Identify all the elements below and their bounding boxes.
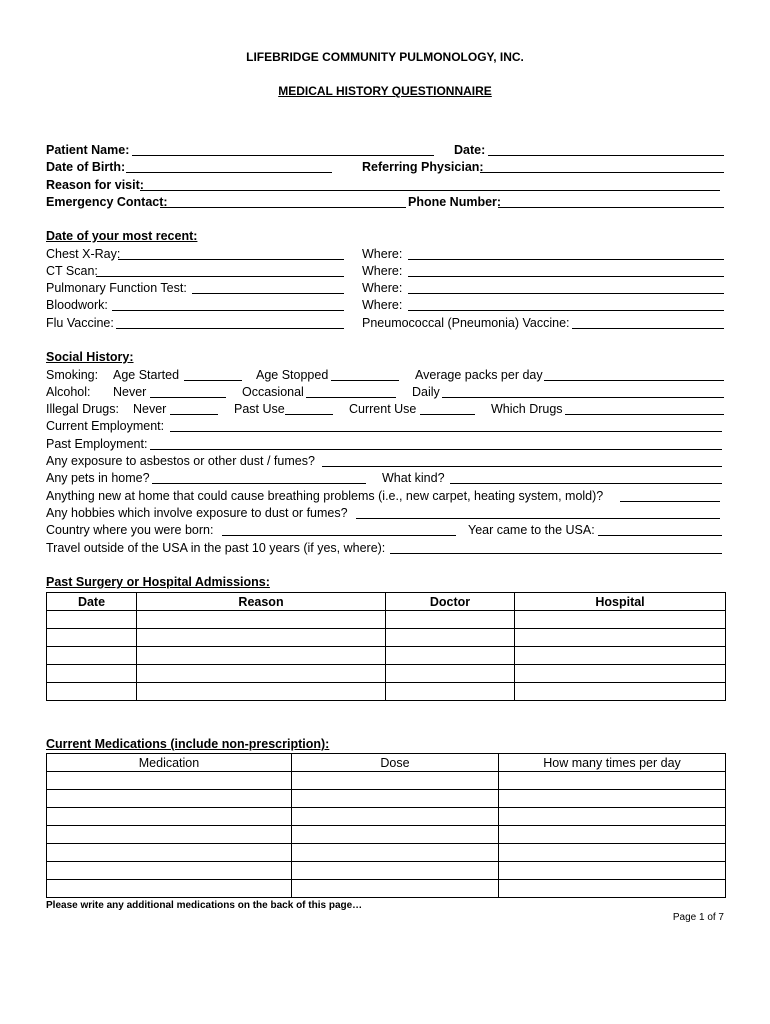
surgery-table-cell[interactable] bbox=[137, 611, 386, 629]
medications-table-row bbox=[47, 826, 726, 844]
surgery-col-hospital: Hospital bbox=[515, 593, 726, 611]
alcohol-never-field[interactable] bbox=[150, 384, 226, 398]
alcohol-daily-label: Daily bbox=[412, 385, 440, 399]
surgery-table-cell[interactable] bbox=[515, 647, 726, 665]
surgery-table-row bbox=[47, 665, 726, 683]
date-field[interactable] bbox=[488, 142, 724, 156]
bloodwork-field[interactable] bbox=[112, 297, 344, 311]
bloodwork-label: Bloodwork: bbox=[46, 298, 108, 312]
surgery-table-cell[interactable] bbox=[386, 665, 515, 683]
medications-table-cell[interactable] bbox=[292, 862, 499, 880]
dob-label: Date of Birth: bbox=[46, 160, 126, 174]
patient-name-label: Patient Name: bbox=[46, 143, 130, 157]
travel-field[interactable] bbox=[390, 540, 722, 554]
date-label: Date: bbox=[454, 143, 486, 157]
emergency-contact-label: Emergency Contact: bbox=[46, 195, 168, 209]
year-usa-label: Year came to the USA: bbox=[468, 523, 595, 537]
reason-label: Reason for visit: bbox=[46, 178, 144, 192]
medications-table-row bbox=[47, 880, 726, 898]
current-employment-field[interactable] bbox=[170, 418, 722, 432]
surgery-table-cell[interactable] bbox=[386, 683, 515, 701]
form-title: MEDICAL HISTORY QUESTIONNAIRE bbox=[278, 84, 492, 98]
surgery-table-cell[interactable] bbox=[386, 629, 515, 647]
drugs-current-use-field[interactable] bbox=[420, 401, 475, 415]
medications-col-frequency: How many times per day bbox=[499, 754, 726, 772]
pneumococcal-field[interactable] bbox=[572, 315, 724, 329]
social-heading: Social History: bbox=[46, 350, 134, 364]
surgery-table-row bbox=[47, 629, 726, 647]
year-usa-field[interactable] bbox=[598, 522, 722, 536]
medications-table-cell[interactable] bbox=[499, 790, 726, 808]
medications-heading: Current Medications (include non-prescription): bbox=[46, 737, 330, 751]
pets-field[interactable] bbox=[152, 470, 366, 484]
asbestos-field[interactable] bbox=[322, 453, 722, 467]
packs-label: Average packs per day bbox=[415, 368, 543, 382]
medications-table-row bbox=[47, 808, 726, 826]
medications-table-cell[interactable] bbox=[499, 826, 726, 844]
phone-label: Phone Number: bbox=[408, 195, 502, 209]
alcohol-daily-field[interactable] bbox=[442, 384, 724, 398]
chest-xray-where-label: Where: bbox=[362, 247, 403, 261]
medications-col-medication: Medication bbox=[47, 754, 292, 772]
medications-table-cell[interactable] bbox=[47, 808, 292, 826]
surgery-table-cell[interactable] bbox=[137, 683, 386, 701]
flu-vaccine-field[interactable] bbox=[116, 315, 344, 329]
which-drugs-field[interactable] bbox=[565, 401, 724, 415]
past-employment-field[interactable] bbox=[150, 436, 722, 450]
hobbies-field[interactable] bbox=[356, 505, 720, 519]
medications-table-row bbox=[47, 862, 726, 880]
medications-table-cell[interactable] bbox=[292, 880, 499, 898]
medications-table-row bbox=[47, 790, 726, 808]
medications-table-cell[interactable] bbox=[292, 790, 499, 808]
drugs-never-label: Never bbox=[133, 402, 167, 416]
drugs-current-use-label: Current Use bbox=[349, 402, 417, 416]
medications-table-cell[interactable] bbox=[292, 826, 499, 844]
medications-table-cell[interactable] bbox=[47, 790, 292, 808]
drugs-past-use-field[interactable] bbox=[285, 401, 333, 415]
ct-scan-where-label: Where: bbox=[362, 264, 403, 278]
pft-where-field[interactable] bbox=[408, 280, 724, 294]
ct-scan-field[interactable] bbox=[96, 263, 344, 277]
alcohol-occasional-field[interactable] bbox=[306, 384, 396, 398]
medications-col-dose: Dose bbox=[292, 754, 499, 772]
chest-xray-label: Chest X-Ray: bbox=[46, 247, 121, 261]
medications-table-row bbox=[47, 772, 726, 790]
medications-table-cell[interactable] bbox=[292, 772, 499, 790]
surgery-table-cell[interactable] bbox=[47, 683, 137, 701]
surgery-col-reason: Reason bbox=[137, 593, 386, 611]
surgery-table-cell[interactable] bbox=[47, 665, 137, 683]
country-label: Country where you were born: bbox=[46, 523, 214, 537]
age-started-field[interactable] bbox=[184, 367, 242, 381]
medications-table-cell[interactable] bbox=[292, 844, 499, 862]
medications-table-cell[interactable] bbox=[47, 844, 292, 862]
home-new-label: Anything new at home that could cause breathing problems (i.e., new carpet, heating system, mold)? bbox=[46, 489, 604, 503]
surgery-col-date: Date bbox=[47, 593, 137, 611]
medications-table-cell[interactable] bbox=[47, 772, 292, 790]
pft-label: Pulmonary Function Test: bbox=[46, 281, 187, 295]
age-started-label: Age Started bbox=[113, 368, 180, 382]
surgery-table-cell[interactable] bbox=[47, 647, 137, 665]
referring-physician-field[interactable] bbox=[480, 159, 724, 173]
surgery-table-cell[interactable] bbox=[137, 647, 386, 665]
drugs-past-use-label: Past Use bbox=[234, 402, 285, 416]
medications-table-cell[interactable] bbox=[499, 862, 726, 880]
chest-xray-where-field[interactable] bbox=[408, 246, 724, 260]
alcohol-occasional-label: Occasional bbox=[242, 385, 304, 399]
flu-vaccine-label: Flu Vaccine: bbox=[46, 316, 114, 330]
dob-field[interactable] bbox=[126, 159, 332, 173]
medications-table-row bbox=[47, 844, 726, 862]
additional-medications-note: Please write any additional medications on the back of this page… bbox=[46, 900, 363, 911]
past-employment-label: Past Employment: bbox=[46, 437, 148, 451]
phone-field[interactable] bbox=[498, 194, 724, 208]
age-stopped-field[interactable] bbox=[331, 367, 399, 381]
surgery-table-cell[interactable] bbox=[515, 629, 726, 647]
what-kind-label: What kind? bbox=[382, 471, 445, 485]
surgery-header-row bbox=[47, 593, 726, 611]
surgery-table-row bbox=[47, 683, 726, 701]
surgery-table-cell[interactable] bbox=[137, 629, 386, 647]
drugs-label: Illegal Drugs: bbox=[46, 402, 119, 416]
recent-heading: Date of your most recent: bbox=[46, 229, 198, 243]
emergency-contact-field[interactable] bbox=[160, 194, 406, 208]
travel-label: Travel outside of the USA in the past 10 years (if yes, where): bbox=[46, 541, 386, 555]
page-number: Page 1 of 7 bbox=[672, 912, 724, 923]
medications-header-row bbox=[47, 754, 726, 772]
medications-table-cell[interactable] bbox=[47, 880, 292, 898]
what-kind-field[interactable] bbox=[450, 470, 722, 484]
alcohol-never-label: Never bbox=[113, 385, 147, 399]
bloodwork-where-label: Where: bbox=[362, 298, 403, 312]
surgery-table-cell[interactable] bbox=[137, 665, 386, 683]
surgery-table-cell[interactable] bbox=[515, 611, 726, 629]
medications-table-cell[interactable] bbox=[499, 844, 726, 862]
smoking-label: Smoking: bbox=[46, 368, 99, 382]
chest-xray-field[interactable] bbox=[118, 246, 344, 260]
pneumococcal-label: Pneumococcal (Pneumonia) Vaccine: bbox=[362, 316, 570, 330]
medications-table-cell[interactable] bbox=[499, 772, 726, 790]
which-drugs-label: Which Drugs bbox=[491, 402, 563, 416]
bloodwork-where-field[interactable] bbox=[408, 297, 724, 311]
current-employment-label: Current Employment: bbox=[46, 419, 165, 433]
surgery-table-row bbox=[47, 647, 726, 665]
pft-field[interactable] bbox=[192, 280, 344, 294]
medications-table-cell[interactable] bbox=[499, 808, 726, 826]
hobbies-label: Any hobbies which involve exposure to dust or fumes? bbox=[46, 506, 348, 520]
ct-scan-label: CT Scan: bbox=[46, 264, 98, 278]
surgery-table-cell[interactable] bbox=[47, 629, 137, 647]
medications-table bbox=[46, 753, 726, 898]
surgery-table-cell[interactable] bbox=[47, 611, 137, 629]
pets-label: Any pets in home? bbox=[46, 471, 150, 485]
patient-name-field[interactable] bbox=[132, 142, 434, 156]
surgery-table-cell[interactable] bbox=[386, 647, 515, 665]
surgery-table-row bbox=[47, 611, 726, 629]
medications-table-cell[interactable] bbox=[47, 826, 292, 844]
medications-table-cell[interactable] bbox=[292, 808, 499, 826]
referring-physician-label: Referring Physician: bbox=[362, 160, 484, 174]
pft-where-label: Where: bbox=[362, 281, 403, 295]
alcohol-label: Alcohol: bbox=[46, 385, 91, 399]
drugs-never-field[interactable] bbox=[170, 401, 218, 415]
ct-scan-where-field[interactable] bbox=[408, 263, 724, 277]
surgery-table-cell[interactable] bbox=[515, 665, 726, 683]
medications-table-cell[interactable] bbox=[47, 862, 292, 880]
surgery-heading: Past Surgery or Hospital Admissions: bbox=[46, 575, 270, 589]
age-stopped-label: Age Stopped bbox=[256, 368, 329, 382]
asbestos-label: Any exposure to asbestos or other dust / fumes? bbox=[46, 454, 315, 468]
reason-field[interactable] bbox=[140, 177, 720, 191]
packs-field[interactable] bbox=[544, 367, 724, 381]
home-new-field[interactable] bbox=[620, 488, 720, 502]
surgery-col-doctor: Doctor bbox=[386, 593, 515, 611]
surgery-table bbox=[46, 592, 726, 701]
org-name: LIFEBRIDGE COMMUNITY PULMONOLOGY, INC. bbox=[246, 50, 524, 64]
country-field[interactable] bbox=[222, 522, 456, 536]
medications-table-cell[interactable] bbox=[499, 880, 726, 898]
surgery-table-cell[interactable] bbox=[515, 683, 726, 701]
surgery-table-cell[interactable] bbox=[386, 611, 515, 629]
